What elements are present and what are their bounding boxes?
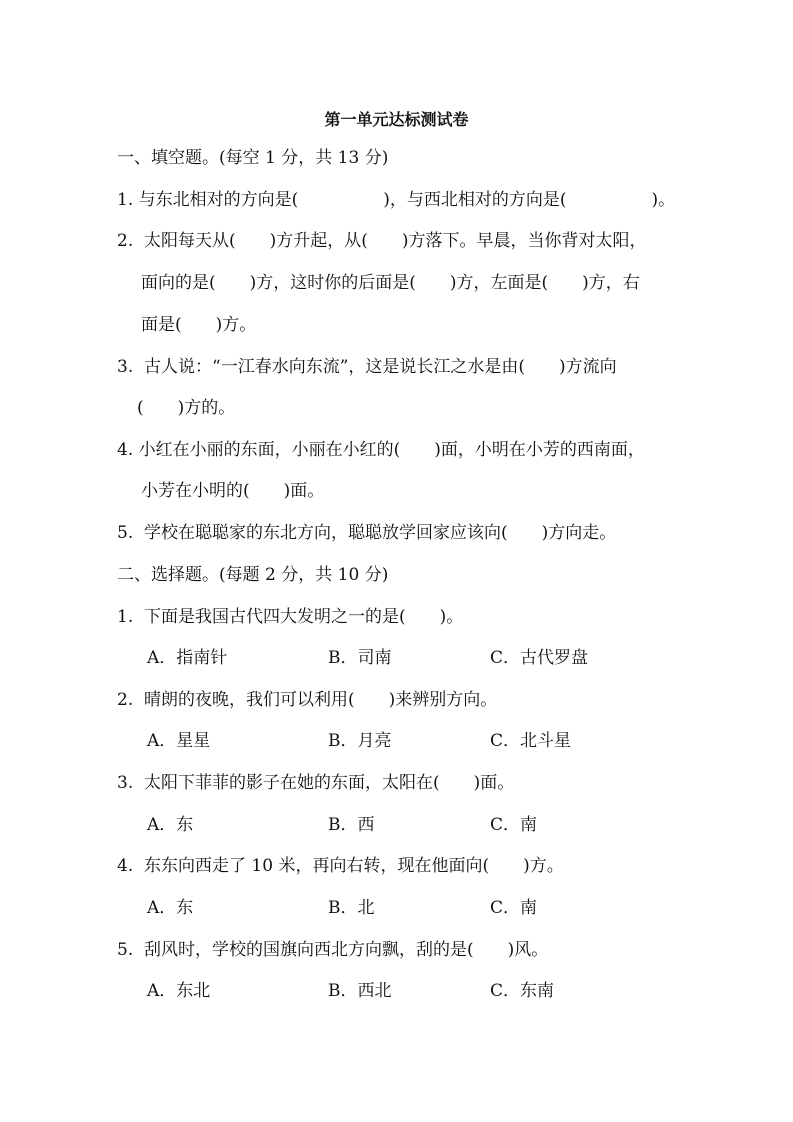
option-a: A．东 — [147, 898, 194, 918]
choice-question: 3. 太阳下菲菲的影子在她的东面，太阳在( )面。 — [117, 773, 515, 793]
choice-question: 1. 下面是我国古代四大发明之一的是( )。 — [117, 607, 464, 627]
option-b: B．北 — [328, 898, 375, 918]
question-text: 1. 与东北相对的方向是( )，与西北相对的方向是( )。 — [117, 190, 676, 210]
question-text: 2. 太阳每天从( )方升起，从( )方落下。早晨，当你背对太阳， — [117, 231, 647, 251]
question-text: 4. 小红在小丽的东面，小丽在小红的( )面，小明在小芳的西南面， — [117, 440, 645, 460]
section-heading-multiple-choice: 二、选择题。(每题 2 分，共 10 分) — [117, 565, 389, 585]
question-text: ( )方的。 — [137, 398, 236, 418]
question-text: 3. 古人说：“一江春水向东流”，这是说长江之水是由( )方流向 — [117, 357, 617, 377]
section-heading-fill-blank: 一、填空题。(每空 1 分，共 13 分) — [117, 148, 389, 168]
option-c: C．南 — [490, 898, 538, 918]
option-a: A．东北 — [147, 981, 211, 1001]
option-b: B．西北 — [328, 981, 392, 1001]
option-a: A．指南针 — [147, 648, 228, 668]
option-c: C．北斗星 — [490, 731, 572, 751]
option-b: B．司南 — [328, 648, 392, 668]
choice-question: 4. 东东向西走了 10 米，再向右转，现在他面向( )方。 — [117, 856, 564, 876]
option-b: B．月亮 — [328, 731, 392, 751]
question-text: 小芳在小明的( )面。 — [141, 481, 325, 501]
choice-question: 2. 晴朗的夜晚，我们可以利用( )来辨别方向。 — [117, 690, 498, 710]
option-b: B．西 — [328, 815, 375, 835]
option-c: C．东南 — [490, 981, 555, 1001]
choice-question: 5. 刮风时，学校的国旗向西北方向飘，刮的是( )风。 — [117, 940, 549, 960]
option-a: A．东 — [147, 815, 194, 835]
page-title: 第一单元达标测试卷 — [324, 110, 469, 129]
option-c: C．古代罗盘 — [490, 648, 589, 668]
question-text: 面向的是( )方，这时你的后面是( )方，左面是( )方，右 — [141, 273, 640, 293]
question-text: 5. 学校在聪聪家的东北方向，聪聪放学回家应该向( )方向走。 — [117, 523, 617, 543]
question-text: 面是( )方。 — [141, 315, 257, 335]
option-c: C．南 — [490, 815, 538, 835]
option-a: A．星星 — [147, 731, 211, 751]
